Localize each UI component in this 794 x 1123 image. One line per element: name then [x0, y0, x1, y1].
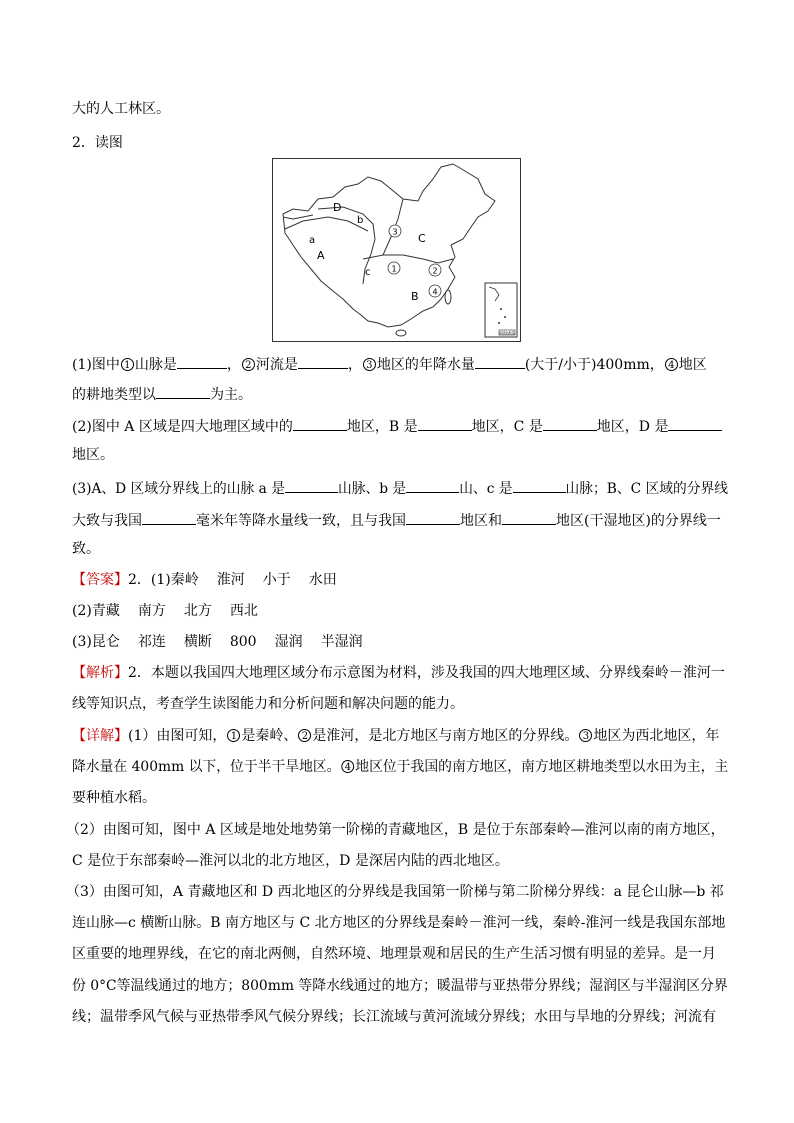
answer-blank	[285, 478, 338, 493]
answer-blank	[475, 354, 525, 369]
label-D: D	[333, 201, 342, 214]
question-2-line-2: 地区。	[72, 447, 114, 463]
detail-para-3-line-3: 区重要的地理界线，在它的南北两侧，自然环境、地理景观和居民的生产生活习惯有明显的差异。是一月	[72, 946, 716, 962]
question-1-line-2: 的耕地类型以 为主。	[72, 384, 252, 404]
marker-2: 2	[432, 266, 438, 276]
detail-para-3-line-4: 份 0°C等温线通过的地方；800mm 等降水线通过的地方；暖温带与亚热带分界线；湿润区与半湿润区分界	[72, 978, 728, 994]
answer-line-3: (3)昆仑 祁连 横断 800 湿润 半湿润	[72, 634, 363, 650]
question-3-line-2: 大致与我国 毫米年等降水量线一致，且与我国 地区和 地区(干湿地区)的分界线一	[72, 510, 721, 530]
answer-blank	[177, 354, 227, 369]
detail-para-3-line-1: （3）由图可知，A 青藏地区和 D 西北地区的分界线是我国第一阶梯与第二阶梯分界线：a 昆仑山脉—b 祁	[66, 884, 724, 900]
detail-para-2-line-1: （2）由图可知，图中 A 区域是地处地势第一阶梯的青藏地区，B 是位于东部秦岭—淮河以南的南方地区，	[66, 822, 725, 838]
answer-line-1: 【答案】2．(1)秦岭 淮河 小于 水田	[72, 572, 337, 588]
kunlun-boundary	[285, 217, 368, 231]
detail-tag: 【详解】	[72, 728, 128, 744]
china-regions-map	[272, 158, 521, 342]
inset-caption: 南海诸岛	[499, 330, 515, 336]
answer-blank	[406, 478, 459, 493]
answer-blank	[668, 416, 722, 431]
detail-line-1: 【详解】(1）由图可知， 1 是秦岭、 2 是淮河，是北方地区与南方地区的分界线。 3 地区为西北地区，年	[72, 728, 720, 744]
northwest-inner-boundary	[283, 215, 313, 219]
analysis-tag: 【解析】	[72, 665, 128, 681]
answer-blank	[513, 478, 566, 493]
marker-1: 1	[391, 264, 397, 274]
answer-blank	[156, 384, 210, 399]
detail-line-2: 降水量在 400mm 以下，位于半干旱地区。 4 地区位于我国的南方地区，南方地区耕地类型以水田为主，主	[72, 759, 729, 775]
label-A: A	[317, 249, 325, 262]
question-2-line-1: (2)图中 A 区域是四大地理区域中的 地区，B 是 地区，C 是 地区，D 是	[72, 416, 722, 436]
answer-blank	[418, 416, 472, 431]
question-3-line-3: 致。	[72, 541, 100, 557]
question-3-line-1: (3)A、D 区域分界线上的山脉 a 是 山脉、b 是 山、c 是 山脉；B、C 区域的分界线	[72, 478, 728, 498]
answer-blank	[502, 510, 556, 525]
answer-blank	[406, 510, 460, 525]
answer-blank	[543, 416, 597, 431]
detail-para-3-line-5: 线；温带季风气候与亚热带季风气候分界线；长江流域与黄河流域分界线；水田与旱地的分界线；河流有	[72, 1009, 716, 1025]
answer-tag: 【答案】	[72, 572, 128, 588]
detail-line-3: 要种植水稻。	[72, 790, 156, 806]
question-1-line-1: (1)图中 1 山脉是 ， 2 河流是 ， 3 地区的年降水量 (大于/小于)400mm， 4 地区	[72, 354, 707, 374]
detail-para-2-line-2: C 是位于东部秦岭—淮河以北的北方地区，D 是深居内陆的西北地区。	[72, 853, 509, 869]
analysis-line-1: 【解析】2．本题以我国四大地理区域分布示意图为材料，涉及我国的四大地理区域、分界线秦岭－淮河一	[72, 665, 725, 681]
answer-blank	[293, 416, 347, 431]
answer-line-2: (2)青藏 南方 北方 西北	[72, 603, 258, 619]
map-svg	[273, 159, 520, 341]
detail-para-3-line-2: 连山脉—c 横断山脉。B 南方地区与 C 北方地区的分界线是秦岭－淮河一线，秦岭-淮河一线是我国东部地	[72, 915, 726, 931]
hainan-island	[396, 330, 406, 336]
qilian-boundary	[318, 207, 375, 239]
question-number: 2．读图	[72, 135, 123, 151]
label-a: a	[309, 235, 316, 246]
answer-blank	[142, 510, 196, 525]
qinling-huaihe-line	[363, 255, 453, 263]
label-B: B	[411, 290, 419, 303]
label-C: C	[418, 232, 426, 245]
analysis-line-2: 线等知识点，考查学生读图能力和分析问题和解决问题的能力。	[72, 696, 464, 712]
marker-4: 4	[432, 287, 438, 297]
label-b: b	[357, 215, 364, 226]
text-line: 大的人工林区。	[72, 101, 170, 117]
label-c: c	[365, 267, 371, 278]
answer-blank	[298, 354, 348, 369]
taiwan-island	[445, 290, 451, 304]
marker-3: 3	[392, 227, 398, 237]
